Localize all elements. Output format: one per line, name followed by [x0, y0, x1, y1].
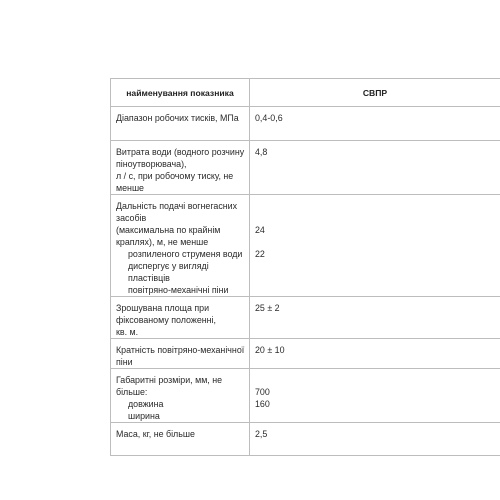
value-cell: [250, 195, 500, 297]
param-text: Кратність повітряно-механічної піни: [116, 345, 245, 367]
param-text: Дальність подачі вогнегасних засобів: [116, 201, 238, 223]
value-cell: [250, 339, 500, 369]
param-cell: [111, 195, 250, 297]
value-cell: [250, 423, 500, 456]
table-row: [111, 195, 500, 297]
param-cell: [111, 339, 250, 369]
value-text: 160: [255, 399, 270, 409]
param-text: (максимальна по крайнім краплях), м, не менше: [116, 225, 221, 247]
param-subitem: ширина: [128, 411, 160, 421]
header-parameter-name: найменування показника: [111, 79, 250, 107]
table-row: [111, 141, 500, 195]
param-cell: [111, 423, 250, 456]
param-text: Зрошувана площа при фіксованому положенні,: [116, 303, 216, 325]
specifications-table: [110, 78, 500, 456]
param-text: Маса, кг, не більше: [116, 429, 195, 439]
value-cell: [250, 297, 500, 339]
table-row: [111, 297, 500, 339]
param-text: Витрата води (водного розчину піноутворювача),: [116, 147, 245, 169]
table-row: [111, 339, 500, 369]
value-text: 2,5: [255, 429, 268, 439]
param-cell: [111, 141, 250, 195]
param-text: кв. м.: [116, 327, 139, 337]
value-text: 0,4-0,6: [255, 113, 283, 123]
param-subitem: розпиленого струменя води: [128, 249, 243, 259]
value-text: 20 ± 10: [255, 345, 285, 355]
param-cell: [111, 297, 250, 339]
param-subitem: повітряно-механічні піни: [128, 285, 229, 295]
param-text: л / с, при робочому тиску, не менше: [116, 171, 234, 193]
table-header-row: [111, 79, 500, 107]
table-row: [111, 369, 500, 423]
value-cell: [250, 369, 500, 423]
value-text: 22: [255, 249, 265, 259]
value-cell: [250, 107, 500, 141]
param-subitem: диспергує у вигляді пластівців: [128, 261, 209, 283]
param-text: Габаритні розміри, мм, не більше:: [116, 375, 223, 397]
param-subitem: довжина: [128, 399, 164, 409]
param-cell: [111, 369, 250, 423]
table-row: [111, 107, 500, 141]
table-row: [111, 423, 500, 456]
value-cell: [250, 141, 500, 195]
value-text: 24: [255, 225, 265, 235]
param-text: Діапазон робочих тисків, МПа: [116, 113, 239, 123]
param-cell: [111, 107, 250, 141]
value-text: 25 ± 2: [255, 303, 280, 313]
value-text: 700: [255, 387, 270, 397]
header-svpr: СВПР: [250, 79, 500, 107]
value-text: 4,8: [255, 147, 268, 157]
